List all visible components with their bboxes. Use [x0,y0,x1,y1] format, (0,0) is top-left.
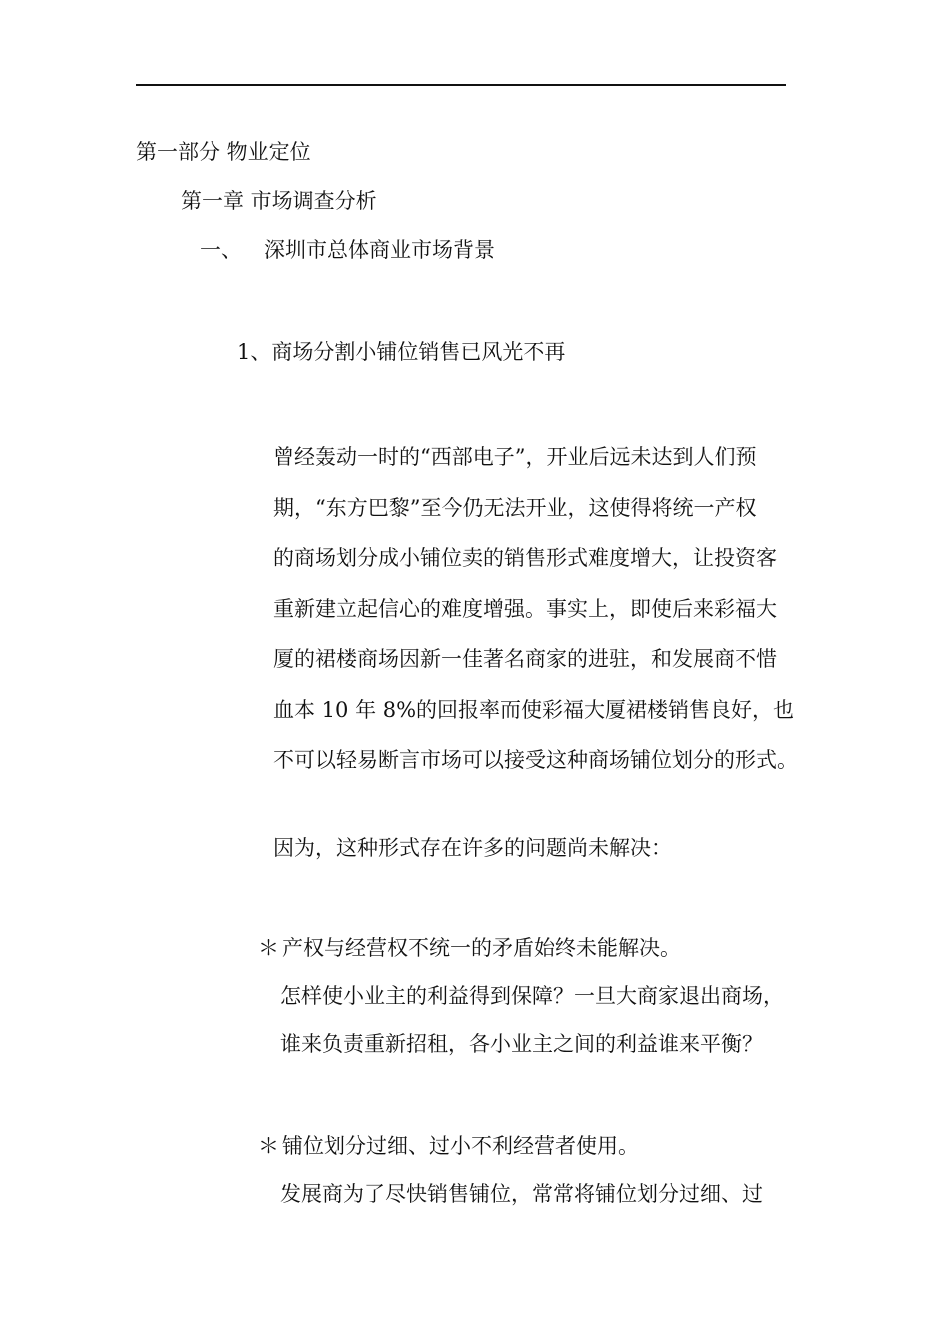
bullet-body [258,1170,763,1218]
paragraph-line: 血本 10 年 8%的回报率而使彩福大厦裙楼销售良好，也 [273,697,795,722]
body-paragraph [273,432,818,786]
bullet-heading [258,924,784,972]
because-line: 因为，这种形式存在许多的问题尚未解决： [273,836,672,860]
paragraph-line: 重新建立起信心的难度增强。事实上，即使后来彩福大 [273,596,777,621]
bullet-item [258,1122,763,1218]
bullet-heading [258,1122,763,1170]
paragraph-line: 厦的裙楼商场因新一佳著名商家的进驻，和发展商不惜 [273,647,777,671]
paragraph-line: 曾经轰动一时的“西部电子”，开业后远未达到人们预 [273,445,757,469]
bullet-item [258,924,784,1068]
part-heading: 第一部分 物业定位 [136,140,311,164]
section-number: 一、 [200,238,242,262]
bullet-line: 怎样使小业主的利益得到保障？一旦大商家退出商场， [280,984,784,1008]
section-title: 深圳市总体商业市场背景 [264,238,495,262]
bullet-marker: ＊ [258,936,279,960]
paragraph-line: 不可以轻易断言市场可以接受这种商场铺位划分的形式。 [273,748,798,772]
subsection-heading: 1、商场分割小铺位销售已风光不再 [237,340,566,364]
bullet-heading-text: 产权与经营权不统一的矛盾始终未能解决。 [282,936,681,960]
header-rule [136,84,786,86]
bullet-body [258,972,784,1068]
bullet-line: 谁来负责重新招租，各小业主之间的利益谁来平衡？ [280,1032,763,1056]
paragraph-line: 的商场划分成小铺位卖的销售形式难度增大，让投资客 [273,546,777,570]
section-heading [200,236,495,264]
bullet-heading-text: 铺位划分过细、过小不利经营者使用。 [282,1134,639,1158]
chapter-heading: 第一章 市场调查分析 [181,189,377,213]
paragraph-line: 期，“东方巴黎”至今仍无法开业，这使得将统一产权 [273,495,757,520]
bullet-line: 发展商为了尽快销售铺位，常常将铺位划分过细、过 [280,1182,763,1206]
bullet-marker: ＊ [258,1134,279,1158]
